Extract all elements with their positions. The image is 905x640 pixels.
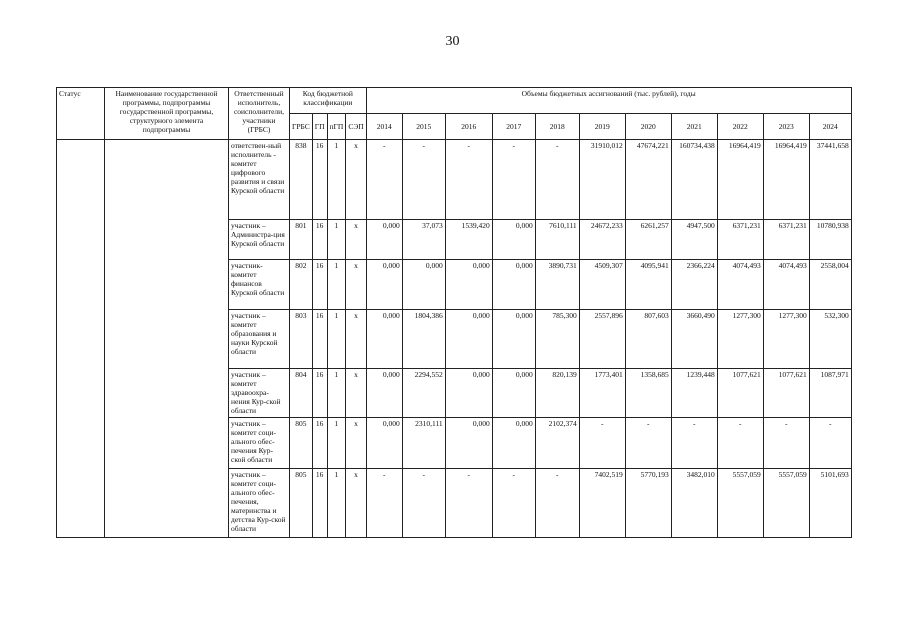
value-cell: 37,073 [402, 220, 445, 260]
value-cell: - [535, 469, 579, 538]
value-cell: 31910,012 [579, 140, 625, 220]
value-cell: 5101,693 [809, 469, 851, 538]
pgp-cell: 1 [327, 310, 346, 369]
executor-cell: участник – комитет соци-ального обес-печения Кур-ской области [229, 418, 290, 469]
header-year: 2022 [717, 114, 763, 140]
value-cell: 1087,971 [809, 369, 851, 418]
status-cell [57, 140, 105, 538]
value-cell: - [445, 140, 492, 220]
value-cell: - [366, 140, 402, 220]
value-cell: 4095,941 [625, 260, 671, 310]
value-cell: 0,000 [366, 220, 402, 260]
value-cell: 0,000 [492, 220, 535, 260]
value-cell: 0,000 [402, 260, 445, 310]
value-cell: - [809, 418, 851, 469]
value-cell: 5557,059 [763, 469, 809, 538]
value-cell: 1539,420 [445, 220, 492, 260]
executor-cell: участник – комитет соци-ального обес-печения, материнства и детства Кур-ской области [229, 469, 290, 538]
sep-cell: x [346, 418, 366, 469]
gp-cell: 16 [312, 220, 327, 260]
value-cell: - [717, 418, 763, 469]
program-name-cell [105, 140, 229, 538]
header-year: 2018 [535, 114, 579, 140]
value-cell: 0,000 [366, 418, 402, 469]
grbs-cell: 802 [290, 260, 313, 310]
header-code-group: Код бюджетной классификации [290, 88, 367, 114]
grbs-cell: 804 [290, 369, 313, 418]
header-year: 2024 [809, 114, 851, 140]
value-cell: - [402, 140, 445, 220]
value-cell: 1077,621 [763, 369, 809, 418]
value-cell: 5557,059 [717, 469, 763, 538]
value-cell: 10780,938 [809, 220, 851, 260]
value-cell: 3660,490 [671, 310, 717, 369]
gp-cell: 16 [312, 418, 327, 469]
value-cell: 1239,448 [671, 369, 717, 418]
value-cell: - [492, 469, 535, 538]
gp-cell: 16 [312, 260, 327, 310]
value-cell: 7402,519 [579, 469, 625, 538]
value-cell: 1277,300 [717, 310, 763, 369]
value-cell: 0,000 [445, 260, 492, 310]
value-cell: 6261,257 [625, 220, 671, 260]
header-year: 2021 [671, 114, 717, 140]
gp-cell: 16 [312, 140, 327, 220]
pgp-cell: 1 [327, 140, 346, 220]
table-row [57, 140, 852, 220]
value-cell: 2557,896 [579, 310, 625, 369]
value-cell: - [625, 418, 671, 469]
value-cell: 24672,233 [579, 220, 625, 260]
value-cell: 4074,493 [717, 260, 763, 310]
value-cell: 0,000 [492, 418, 535, 469]
grbs-cell: 805 [290, 469, 313, 538]
value-cell: - [763, 418, 809, 469]
sep-cell: x [346, 140, 366, 220]
header-name: Наименование государственной программы, подпрограммы государственной программы, структурного элемента подпрограммы [105, 88, 229, 140]
gp-cell: 16 [312, 469, 327, 538]
value-cell: 0,000 [445, 418, 492, 469]
value-cell: 6371,231 [717, 220, 763, 260]
value-cell: - [671, 418, 717, 469]
value-cell: 4947,500 [671, 220, 717, 260]
header-year: 2020 [625, 114, 671, 140]
grbs-cell: 803 [290, 310, 313, 369]
header-status: Статус [57, 88, 105, 140]
gp-cell: 16 [312, 369, 327, 418]
sep-cell: x [346, 220, 366, 260]
value-cell: 160734,438 [671, 140, 717, 220]
pgp-cell: 1 [327, 369, 346, 418]
header-volumes-group: Объемы бюджетных ассигнований (тыс. рублей), годы [366, 88, 851, 114]
value-cell: 807,603 [625, 310, 671, 369]
value-cell: 820,139 [535, 369, 579, 418]
executor-cell: участник – комитет здравоохра-нения Кур-ской области [229, 369, 290, 418]
value-cell: 0,000 [492, 369, 535, 418]
pgp-cell: 1 [327, 260, 346, 310]
value-cell: - [492, 140, 535, 220]
grbs-cell: 838 [290, 140, 313, 220]
value-cell: 1358,685 [625, 369, 671, 418]
value-cell: 2102,374 [535, 418, 579, 469]
value-cell: 0,000 [366, 310, 402, 369]
value-cell: 3482,010 [671, 469, 717, 538]
value-cell: - [366, 469, 402, 538]
value-cell: 0,000 [366, 260, 402, 310]
header-year: 2014 [366, 114, 402, 140]
header-year: 2016 [445, 114, 492, 140]
executor-cell: ответствен-ный исполнитель - комитет цифрового развития и связи Курской области [229, 140, 290, 220]
value-cell: 6371,231 [763, 220, 809, 260]
value-cell: 3890,731 [535, 260, 579, 310]
value-cell: - [445, 469, 492, 538]
executor-cell: участник – комитет образования и науки Курской области [229, 310, 290, 369]
value-cell: 37441,658 [809, 140, 851, 220]
value-cell: 2294,552 [402, 369, 445, 418]
value-cell: 5770,193 [625, 469, 671, 538]
value-cell: 7610,111 [535, 220, 579, 260]
header-code-col: СЭП [346, 114, 366, 140]
value-cell: 16964,419 [717, 140, 763, 220]
grbs-cell: 801 [290, 220, 313, 260]
header-year: 2017 [492, 114, 535, 140]
sep-cell: x [346, 369, 366, 418]
header-year: 2015 [402, 114, 445, 140]
header-code-col: пГП [327, 114, 346, 140]
sep-cell: x [346, 310, 366, 369]
value-cell: 785,300 [535, 310, 579, 369]
value-cell: 1804,386 [402, 310, 445, 369]
value-cell: 0,000 [492, 260, 535, 310]
value-cell: - [402, 469, 445, 538]
budget-table [56, 87, 852, 538]
value-cell: 2558,004 [809, 260, 851, 310]
pgp-cell: 1 [327, 469, 346, 538]
value-cell: 0,000 [445, 369, 492, 418]
executor-cell: участник – Администра-ция Курской области [229, 220, 290, 260]
value-cell: 4509,307 [579, 260, 625, 310]
value-cell: 0,000 [366, 369, 402, 418]
value-cell: 16964,419 [763, 140, 809, 220]
pgp-cell: 1 [327, 418, 346, 469]
sep-cell: x [346, 469, 366, 538]
value-cell: 2366,224 [671, 260, 717, 310]
grbs-cell: 805 [290, 418, 313, 469]
sep-cell: x [346, 260, 366, 310]
table-body [57, 140, 852, 538]
gp-cell: 16 [312, 310, 327, 369]
pgp-cell: 1 [327, 220, 346, 260]
value-cell: 532,300 [809, 310, 851, 369]
header-executor: Ответственный исполнитель, соисполнители, участники (ГРБС) [229, 88, 290, 140]
value-cell: - [535, 140, 579, 220]
value-cell: 1277,300 [763, 310, 809, 369]
header-code-col: ГРБС [290, 114, 313, 140]
value-cell: 47674,221 [625, 140, 671, 220]
value-cell: 1077,621 [717, 369, 763, 418]
header-code-col: ГП [312, 114, 327, 140]
header-year: 2019 [579, 114, 625, 140]
value-cell: 1773,401 [579, 369, 625, 418]
value-cell: 4074,493 [763, 260, 809, 310]
page-number: 30 [445, 34, 460, 49]
executor-cell: участник-комитет финансов Курской области [229, 260, 290, 310]
value-cell: 0,000 [492, 310, 535, 369]
header-year: 2023 [763, 114, 809, 140]
value-cell: 2310,111 [402, 418, 445, 469]
value-cell: 0,000 [445, 310, 492, 369]
value-cell: - [579, 418, 625, 469]
